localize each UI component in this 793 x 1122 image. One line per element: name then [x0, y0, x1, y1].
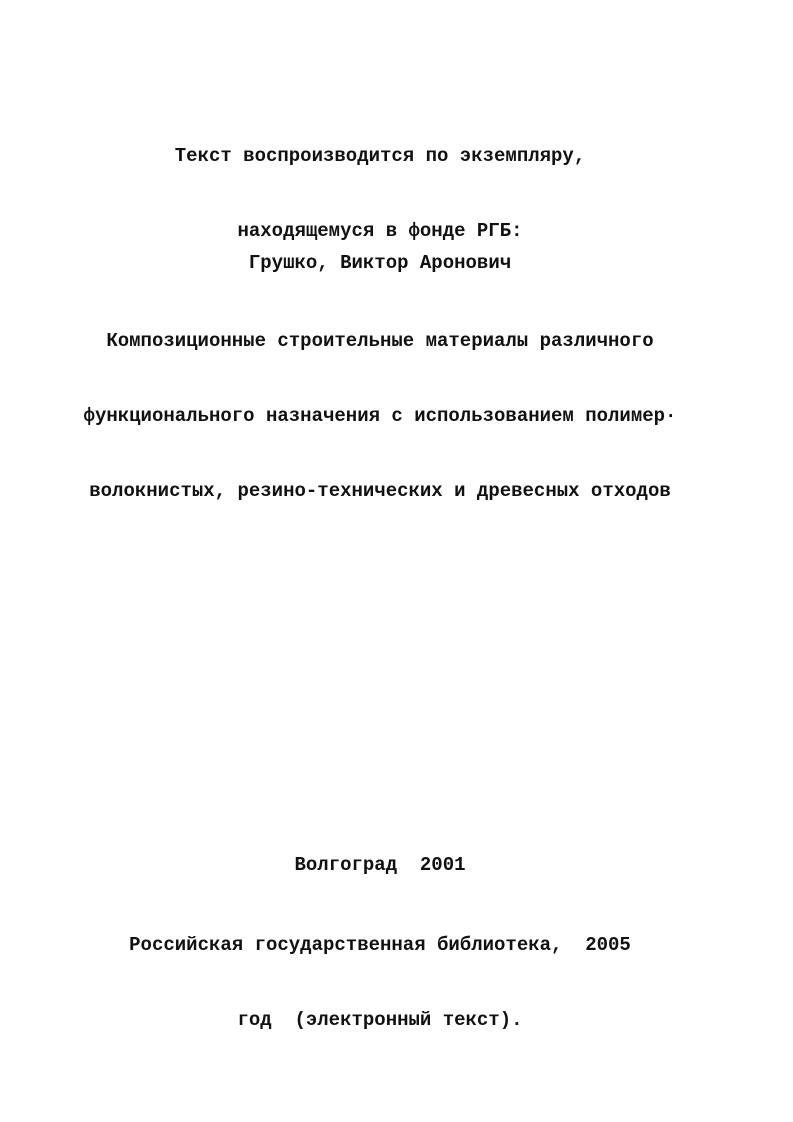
title-line-1: Композиционные строительные материалы различного [106, 330, 654, 352]
title-line-2: функционального назначения с использованием полимер· [83, 405, 677, 427]
title-line-3: волокнистых, резино-технических и древесных отходов [89, 480, 671, 502]
library-note-line-2: год (электронный текст). [237, 1009, 523, 1031]
library-note-line-1: Российская государственная библиотека, 2005 [129, 934, 631, 956]
source-notice-line-2: находящемуся в фонде РГБ: [237, 220, 523, 242]
document-title [0, 279, 760, 529]
imprint-text: Волгоград 2001 [294, 854, 466, 876]
library-note [0, 883, 760, 1058]
author-text: Грушко, Виктор Аронович [248, 252, 512, 274]
source-notice-line-1: Текст воспроизводится по экземпляру, [174, 145, 586, 167]
